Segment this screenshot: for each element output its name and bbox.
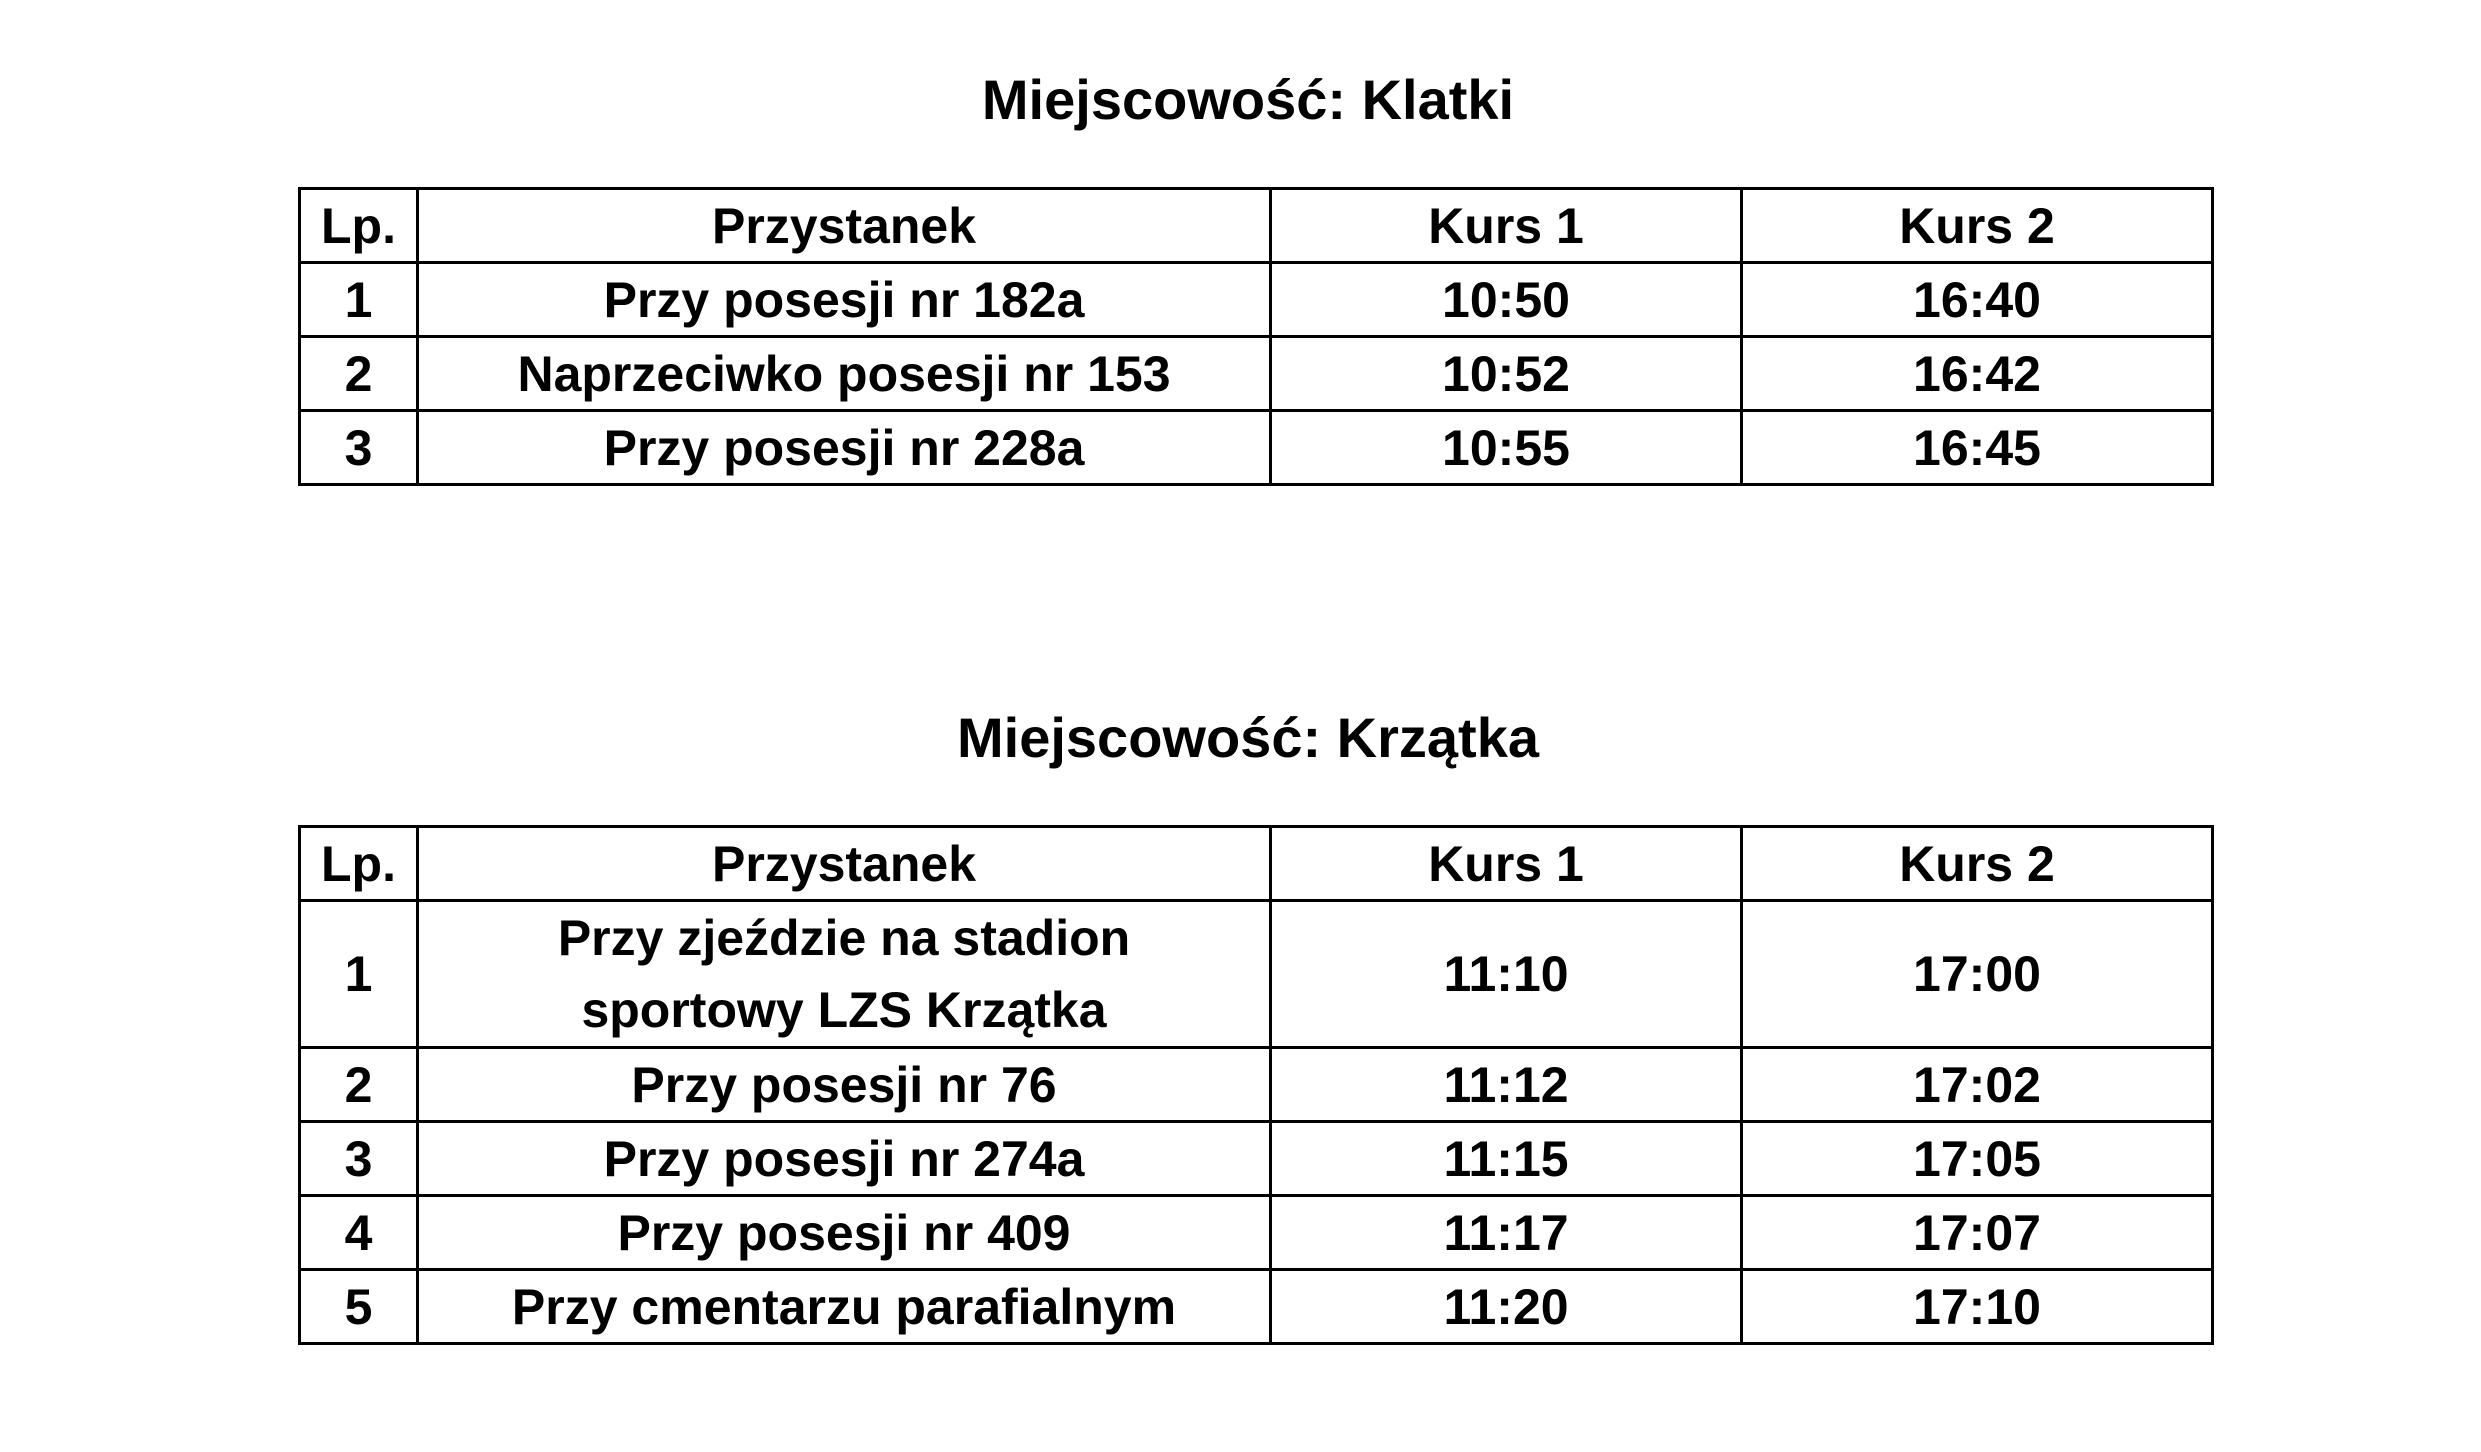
column-header-course-2: Kurs 2 — [1742, 827, 2213, 901]
cell-course-1: 11:12 — [1271, 1048, 1742, 1122]
cell-course-1: 10:55 — [1271, 411, 1742, 485]
cell-lp: 1 — [300, 901, 418, 1048]
cell-course-2: 17:02 — [1742, 1048, 2213, 1122]
table-row — [300, 1196, 2213, 1270]
cell-stop: Przy posesji nr 76 — [418, 1048, 1271, 1122]
section-title-klatki: Miejscowość: Klatki — [981, 68, 1515, 131]
cell-lp: 5 — [300, 1270, 418, 1344]
cell-course-2: 17:00 — [1742, 901, 2213, 1048]
cell-stop: Naprzeciwko posesji nr 153 — [418, 337, 1271, 411]
cell-stop: Przy posesji nr 274a — [418, 1122, 1271, 1196]
cell-course-2: 17:10 — [1742, 1270, 2213, 1344]
cell-stop — [418, 901, 1271, 1048]
cell-stop: Przy cmentarzu parafialnym — [418, 1270, 1271, 1344]
cell-course-1: 11:15 — [1271, 1122, 1742, 1196]
schedule-table-krzatka — [298, 825, 2214, 1345]
table-header-row — [300, 827, 2213, 901]
table-row — [300, 411, 2213, 485]
cell-course-2: 17:05 — [1742, 1122, 2213, 1196]
cell-lp: 3 — [300, 1122, 418, 1196]
cell-course-2: 16:45 — [1742, 411, 2213, 485]
cell-stop: Przy posesji nr 182a — [418, 263, 1271, 337]
cell-course-1: 10:50 — [1271, 263, 1742, 337]
cell-course-2: 16:40 — [1742, 263, 2213, 337]
cell-stop: Przy posesji nr 228a — [418, 411, 1271, 485]
column-header-lp: Lp. — [300, 827, 418, 901]
section-title-krzatka: Miejscowość: Krzątka — [957, 706, 1539, 769]
cell-course-2: 16:42 — [1742, 337, 2213, 411]
table-row — [300, 1048, 2213, 1122]
column-header-stop: Przystanek — [418, 189, 1271, 263]
table-header-row — [300, 189, 2213, 263]
cell-stop-line-1: Przy zjeździe na stadion — [557, 910, 1131, 966]
column-header-stop: Przystanek — [418, 827, 1271, 901]
cell-course-1: 10:52 — [1271, 337, 1742, 411]
cell-lp: 4 — [300, 1196, 418, 1270]
cell-course-1: 11:17 — [1271, 1196, 1742, 1270]
cell-course-1: 11:20 — [1271, 1270, 1742, 1344]
cell-stop-line-2: sportowy LZS Krzątka — [581, 982, 1107, 1038]
schedule-table-klatki — [298, 187, 2214, 486]
cell-stop: Przy posesji nr 409 — [418, 1196, 1271, 1270]
column-header-course-1: Kurs 1 — [1271, 827, 1742, 901]
table-row — [300, 337, 2213, 411]
cell-lp: 2 — [300, 337, 418, 411]
cell-course-2: 17:07 — [1742, 1196, 2213, 1270]
column-header-course-2: Kurs 2 — [1742, 189, 2213, 263]
cell-lp: 1 — [300, 263, 418, 337]
cell-lp: 2 — [300, 1048, 418, 1122]
cell-course-1: 11:10 — [1271, 901, 1742, 1048]
table-row — [300, 1270, 2213, 1344]
table-row — [300, 901, 2213, 1048]
cell-lp: 3 — [300, 411, 418, 485]
column-header-course-1: Kurs 1 — [1271, 189, 1742, 263]
table-row — [300, 1122, 2213, 1196]
column-header-lp: Lp. — [300, 189, 418, 263]
table-row — [300, 263, 2213, 337]
